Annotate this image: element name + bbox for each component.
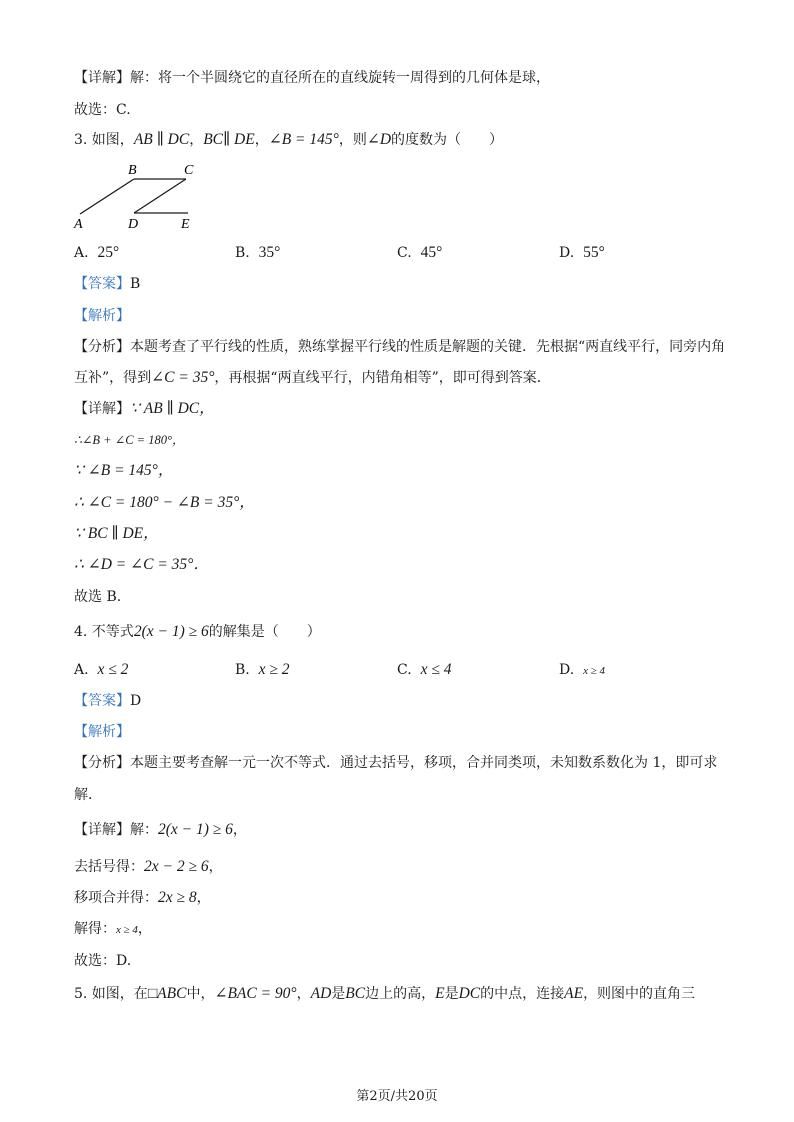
q4-step-2: 移项合并得：2x ≥ 8， xyxy=(74,889,211,906)
q4-option-c: C. x ≤ 4 xyxy=(397,661,452,678)
label-b: B xyxy=(128,163,137,178)
label-d: D xyxy=(128,217,139,232)
label-e: E xyxy=(181,217,190,232)
q3-analysis-heading: 【解析】 xyxy=(74,308,130,324)
q2-conclusion: 故选：C. xyxy=(74,102,131,118)
q3-stem-suffix: 的度数为（ ） xyxy=(391,132,504,148)
q3-step-4: ∴ ∠C = 180° − ∠B = 35°， xyxy=(74,494,255,511)
q3-analysis-line1: 【分析】本题考查了平行线的性质，熟练掌握平行线的性质是解题的关键．先根据“两直线平行，同旁内角 xyxy=(74,339,726,355)
q2-detail-text: 解：将一个半圆绕它的直径所在的直线旋转一周得到的几何体是球， xyxy=(130,70,550,86)
q3-stem-math2: BC∥ DE xyxy=(203,131,255,148)
q4-stem: 4. 不等式2(x − 1) ≥ 6的解集是（ ） xyxy=(74,623,321,640)
q3-step-1: 【详解】∵ AB ∥ DC， xyxy=(74,400,215,417)
segment-cd xyxy=(134,179,186,213)
q4-conclusion: 故选：D. xyxy=(74,953,132,969)
q3-option-d: D. 55° xyxy=(559,244,605,261)
q3-conclusion: 故选 B. xyxy=(74,589,122,605)
q3-stem-math4: ∠D xyxy=(366,131,392,148)
q4-analysis-heading: 【解析】 xyxy=(74,724,130,740)
q3-analysis-line2: 互补”，得到∠C = 35°，再根据“两直线平行，内错角相等”，即可得到答案． xyxy=(74,369,551,386)
q4-step-1: 去括号得：2x − 2 ≥ 6， xyxy=(74,858,223,875)
q2-detail-line xyxy=(74,68,550,88)
q4-answer: 【答案】D xyxy=(74,693,142,709)
q3-figure xyxy=(68,158,228,233)
q3-stem-math3: ∠B = 145° xyxy=(268,131,339,148)
q3-step-5: ∵ BC ∥ DE， xyxy=(74,525,159,542)
q4-analysis-line2: 解． xyxy=(74,787,102,803)
q3-stem-sep1: ， xyxy=(189,132,204,148)
q3-option-a: A. 25° xyxy=(74,244,120,261)
q3-stem-sep2: ， xyxy=(254,132,269,148)
q4-option-b: B. x ≥ 2 xyxy=(235,661,290,678)
q3-step-6: ∴ ∠D = ∠C = 35°． xyxy=(74,556,209,573)
label-c: C xyxy=(184,163,194,178)
q3-stem-math1: AB ∥ DC xyxy=(133,131,190,148)
label-a: A xyxy=(74,217,83,232)
q4-detail: 【详解】解：2(x − 1) ≥ 6， xyxy=(74,821,247,838)
q3-stem-mid: ，则 xyxy=(338,132,367,148)
q4-analysis-line1: 【分析】本题主要考查解一元一次不等式．通过去括号，移项，合并同类项，未知数系数化为 1，即可求 xyxy=(74,755,718,771)
q3-stem xyxy=(74,130,503,150)
q3-stem-prefix: 3. 如图， xyxy=(74,132,134,148)
q3-answer: 【答案】B xyxy=(74,276,141,292)
page-footer: 第2页/共20页 xyxy=(356,1089,438,1104)
segment-ab xyxy=(80,179,134,214)
q3-step-3: ∵ ∠B = 145°， xyxy=(74,462,174,479)
q3-step-2: ∴∠B + ∠C = 180°， xyxy=(74,433,185,447)
q3-option-b: B. 35° xyxy=(235,244,281,261)
detail-tag: 【详解】 xyxy=(74,70,130,86)
q3-option-c: C. 45° xyxy=(397,244,443,261)
q5-stem: 5. 如图，在□ABC中，∠BAC = 90°，AD是BC边上的高，E是DC的中点，连接AE，则图中的直角三 xyxy=(74,985,696,1002)
q4-option-a: A. x ≤ 2 xyxy=(74,661,129,678)
q4-option-d: D. x ≥ 4 xyxy=(559,662,606,678)
q4-step-3: 解得：x ≥ 4， xyxy=(74,921,152,937)
